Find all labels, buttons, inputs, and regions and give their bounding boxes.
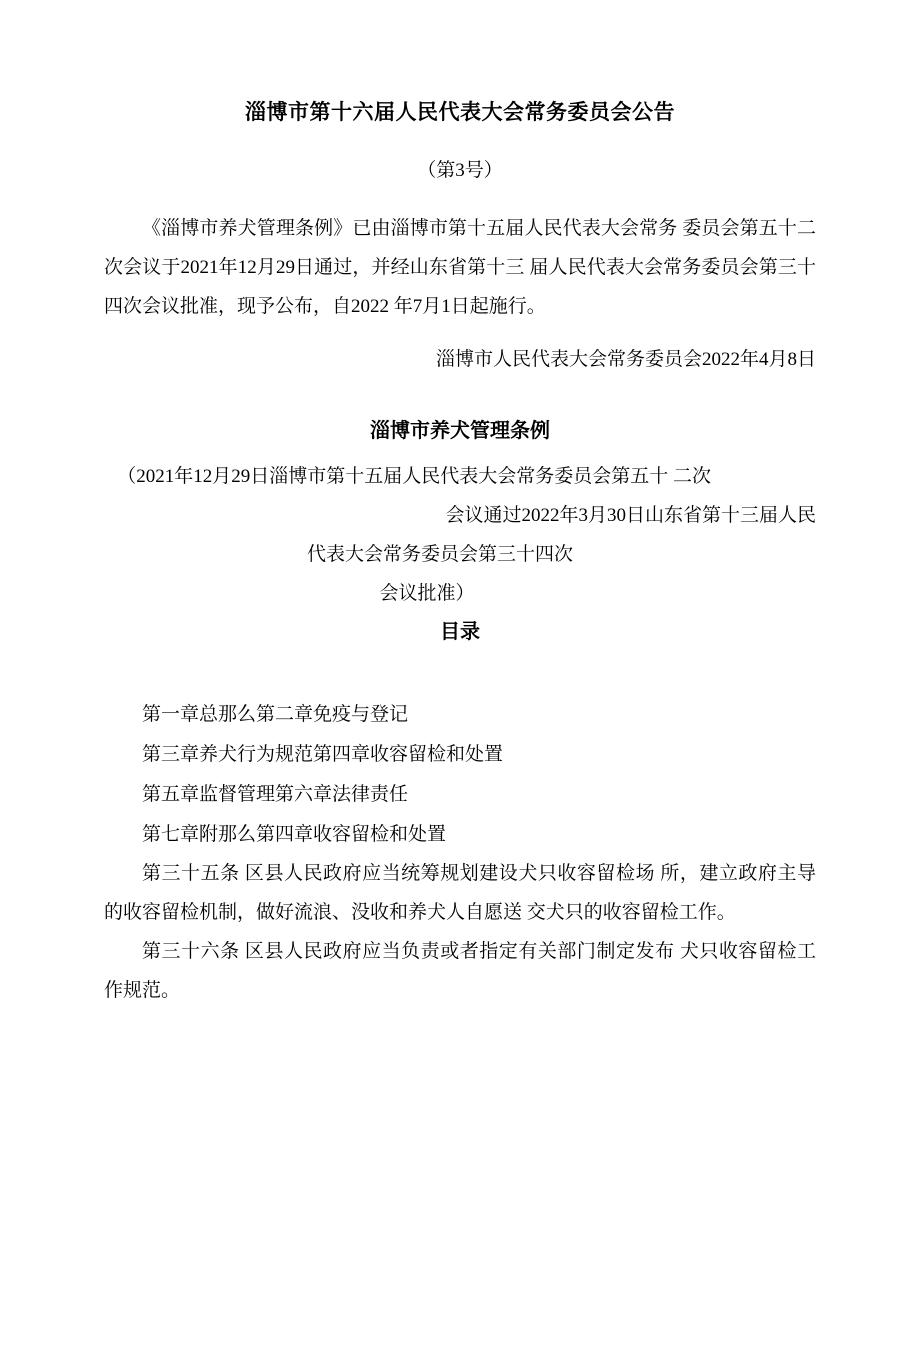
spacer: [104, 380, 816, 414]
announcement-title: 淄博市第十六届人民代表大会常务委员会公告: [245, 100, 675, 124]
enactment-line-3: 代表大会常务委员会第三十四次: [306, 543, 573, 565]
toc-item: 第七章附那么第四章收容留检和处置: [142, 824, 447, 846]
regulation-title: 淄博市养犬管理条例: [370, 419, 550, 442]
article-36: 第三十六条 区县人民政府应当负责或者指定有关部门制定发布 犬只收容留检工作规范。: [104, 940, 816, 1001]
enactment-line-4: 会议批准）: [379, 582, 475, 604]
enactment-line-2: 会议通过2022年3月30日山东省第十三届人民: [445, 504, 816, 526]
spacer: [104, 327, 816, 341]
enactment-line-1: （2021年12月29日淄博市第十五届人民代表大会常务委员会第五十 二次: [117, 465, 712, 487]
announcement-signature: 淄博市人民代表大会常务委员会2022年4月8日: [435, 348, 816, 370]
toc-item: 第三章养犬行为规范第四章收容留检和处置: [142, 744, 504, 766]
spacer: [104, 651, 816, 695]
toc-list: [104, 695, 816, 855]
toc-heading: 目录: [440, 621, 480, 644]
toc-item: 第一章总那么第二章免疫与登记: [142, 704, 409, 726]
announcement-body: 《淄博市养犬管理条例》已由淄博市第十五届人民代表大会常务 委员会第五十二次会议于2021年12月29日通过，并经山东省第十三 届人民代表大会常务委员会第三十四次会议批准，现予公布，自2022 年7月1日起施行。: [104, 217, 816, 317]
announcement-number: （第3号）: [417, 159, 503, 181]
article-35: 第三十五条 区县人民政府应当统筹规划建设犬只收容留检场 所，建立政府主导的收容留检机制，做好流浪、没收和养犬人自愿送 交犬只的收容留检工作。: [104, 863, 816, 923]
toc-item: 第五章监督管理第六章法律责任: [142, 784, 409, 806]
